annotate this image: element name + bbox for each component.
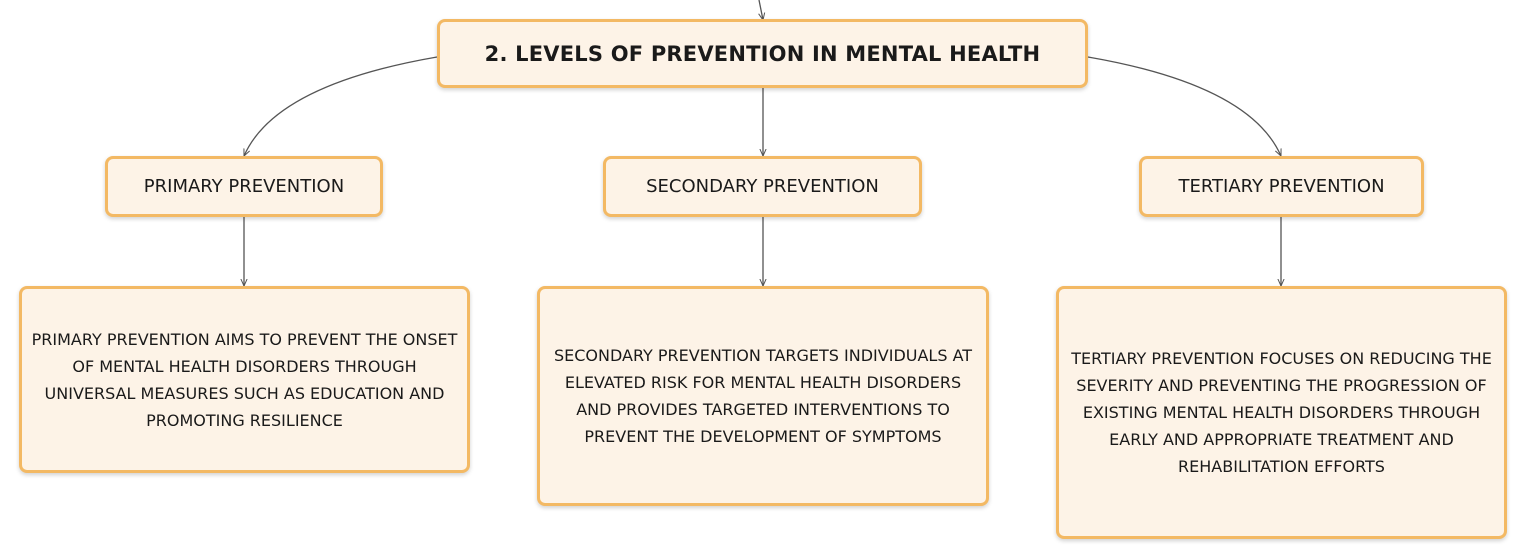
tertiary-prevention-description-node[interactable] [1056,286,1507,539]
connector-root-tertiary [1088,57,1281,156]
incoming-connector [759,0,763,20]
primary-prevention-node[interactable] [105,156,383,217]
connector-root-primary [244,57,437,156]
root-title: 2. LEVELS OF PREVENTION IN MENTAL HEALTH [484,41,1041,66]
primary-prevention-label: PRIMARY PREVENTION [143,176,345,197]
secondary-prevention-node[interactable] [603,156,922,217]
tertiary-prevention-description: TERTIARY PREVENTION FOCUSES ON REDUCING THE SEVERITY AND PREVENTING THE PROGRESSION OF EXISTING MENTAL HEALTH DISORDERS THROUGH EARLY AND APPROPRIATE TREATMENT AND REHABILITATION EFFORTS [1071,349,1492,476]
primary-prevention-description: PRIMARY PREVENTION AIMS TO PREVENT THE ONSET OF MENTAL HEALTH DISORDERS THROUGH UNIVERSAL MEASURES SUCH AS EDUCATION AND PROMOTING RESILIENCE [31,329,458,430]
tertiary-prevention-node[interactable] [1139,156,1424,217]
tertiary-prevention-label: TERTIARY PREVENTION [1178,176,1385,197]
primary-prevention-description-node[interactable] [19,286,470,473]
root-node[interactable] [437,19,1088,88]
secondary-prevention-label: SECONDARY PREVENTION [646,176,879,197]
secondary-prevention-description: SECONDARY PREVENTION TARGETS INDIVIDUALS AT ELEVATED RISK FOR MENTAL HEALTH DISORDERS AND PROVIDES TARGETED INTERVENTIONS TO PREVENT THE DEVELOPMENT OF SYMPTOMS [553,346,973,446]
secondary-prevention-description-node[interactable] [537,286,989,506]
